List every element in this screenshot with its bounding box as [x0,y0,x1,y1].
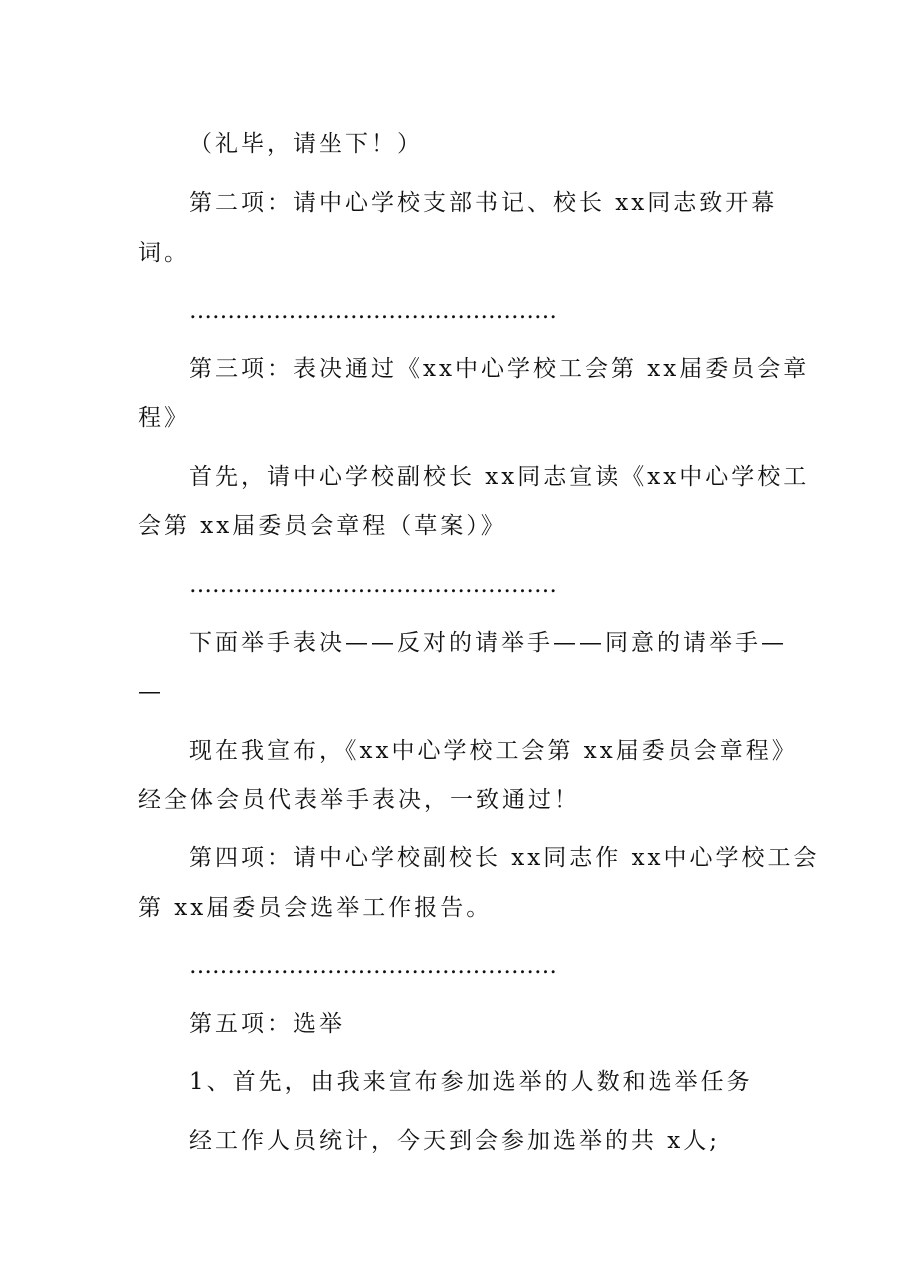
paragraph-line: 经工作人员统计，今天到会参加选举的共 x人; [189,1128,721,1154]
paragraph-line: 1、首先，由我来宣布参加选举的人数和选举任务 [189,1069,753,1095]
paragraph-line: 下面举手表决——反对的请举手——同意的请举手— [189,630,787,656]
ellipsis-line: ………………………………………… [189,953,557,979]
paragraph-line: 现在我宣布，《xx中心学校工会第 xx届委员会章程》 [189,738,798,764]
ellipsis-line: ………………………………………… [189,298,557,324]
section-heading: 第五项：选举 [189,1011,345,1037]
paragraph-line: 第 xx届委员会选举工作报告。 [138,895,493,921]
paragraph-line: 首先，请中心学校副校长 xx同志宣读《xx中心学校工 [189,464,810,490]
paragraph-line: （礼毕，请坐下！） [189,131,423,157]
paragraph-line: 程》 [138,405,190,431]
ellipsis-line: ………………………………………… [189,572,557,598]
paragraph-line: 经全体会员代表举手表决，一致通过！ [138,787,580,813]
paragraph-line: 第二项：请中心学校支部书记、校长 xx同志致开幕 [189,190,778,216]
paragraph-line: 会第 xx届委员会章程（草案）》 [138,513,507,539]
paragraph-line: 词。 [138,240,190,266]
paragraph-line: 第四项：请中心学校副校长 xx同志作 xx中心学校工会 [189,845,820,871]
paragraph-line: — [138,679,164,705]
paragraph-line: 第三项：表决通过《xx中心学校工会第 xx届委员会章 [189,356,810,382]
